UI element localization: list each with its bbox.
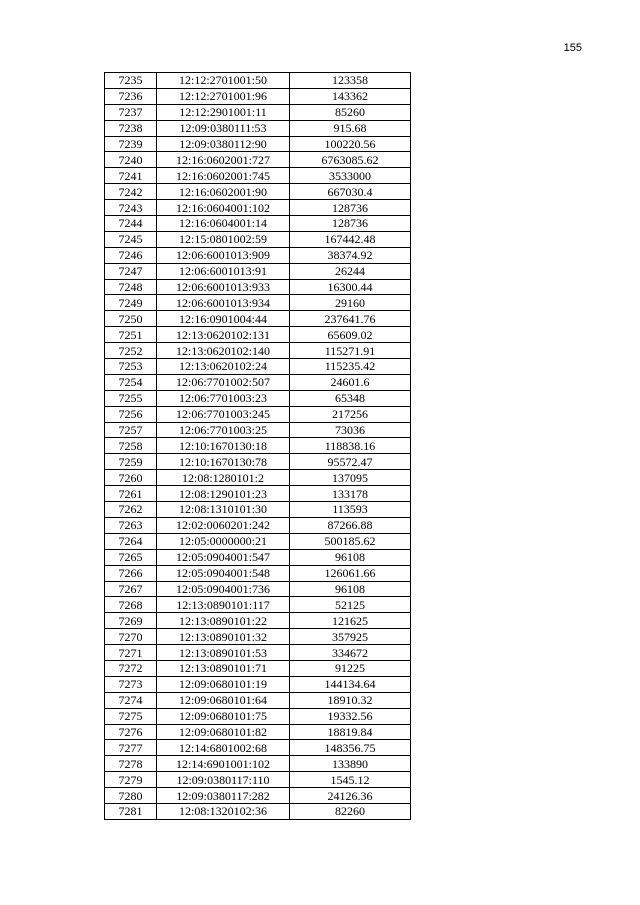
cadastral-number-cell: 12:16:0604001:102 [157,200,290,216]
table-row [105,359,411,375]
cadastral-number-cell: 12:13:0890101:22 [157,613,290,629]
row-number-cell: 7255 [105,390,157,406]
cadastral-number-cell: 12:05:0904001:736 [157,581,290,597]
cadastral-number-cell: 12:16:0604001:14 [157,216,290,232]
cadastral-number-cell: 12:08:1310101:30 [157,502,290,518]
table-row [105,422,411,438]
row-number-cell: 7249 [105,295,157,311]
cadastral-number-cell: 12:09:0380117:282 [157,788,290,804]
value-cell: 667030.4 [290,184,411,200]
table-row [105,454,411,470]
value-cell: 123358 [290,73,411,89]
value-cell: 115271.91 [290,343,411,359]
row-number-cell: 7238 [105,120,157,136]
page-number: 155 [563,42,582,54]
value-cell: 29160 [290,295,411,311]
cadastral-number-cell: 12:14:6801002:68 [157,740,290,756]
value-cell: 118838.16 [290,438,411,454]
value-cell: 1545.12 [290,772,411,788]
cadastral-number-cell: 12:13:0890101:53 [157,645,290,661]
cadastral-number-cell: 12:09:0380117:110 [157,772,290,788]
table-row [105,200,411,216]
value-cell: 357925 [290,629,411,645]
cadastral-number-cell: 12:09:0380112:90 [157,136,290,152]
cadastral-number-cell: 12:08:1280101:2 [157,470,290,486]
cadastral-number-cell: 12:16:0602001:90 [157,184,290,200]
row-number-cell: 7269 [105,613,157,629]
row-number-cell: 7235 [105,73,157,89]
table-row [105,136,411,152]
row-number-cell: 7258 [105,438,157,454]
value-cell: 128736 [290,216,411,232]
data-table [104,72,411,820]
row-number-cell: 7237 [105,104,157,120]
cadastral-number-cell: 12:08:1320102:36 [157,803,290,819]
value-cell: 18819.84 [290,724,411,740]
row-number-cell: 7262 [105,502,157,518]
row-number-cell: 7278 [105,756,157,772]
row-number-cell: 7246 [105,247,157,263]
row-number-cell: 7281 [105,803,157,819]
cadastral-number-cell: 12:10:1670130:18 [157,438,290,454]
value-cell: 121625 [290,613,411,629]
table-row [105,216,411,232]
cadastral-number-cell: 12:06:6001013:933 [157,279,290,295]
row-number-cell: 7245 [105,231,157,247]
row-number-cell: 7273 [105,676,157,692]
table-row [105,295,411,311]
table-row [105,613,411,629]
row-number-cell: 7254 [105,374,157,390]
table-row [105,803,411,819]
table-row [105,517,411,533]
row-number-cell: 7251 [105,327,157,343]
row-number-cell: 7239 [105,136,157,152]
table-row [105,279,411,295]
row-number-cell: 7268 [105,597,157,613]
table-row [105,152,411,168]
value-cell: 115235.42 [290,359,411,375]
table-row [105,645,411,661]
cadastral-number-cell: 12:10:1670130:78 [157,454,290,470]
value-cell: 87266.88 [290,517,411,533]
cadastral-number-cell: 12:05:0000000:21 [157,533,290,549]
table-row [105,581,411,597]
table-row [105,438,411,454]
row-number-cell: 7271 [105,645,157,661]
cadastral-number-cell: 12:13:0620102:140 [157,343,290,359]
cadastral-number-cell: 12:06:7701003:25 [157,422,290,438]
value-cell: 85260 [290,104,411,120]
value-cell: 113593 [290,502,411,518]
cadastral-number-cell: 12:13:0890101:71 [157,660,290,676]
cadastral-number-cell: 12:15:0801002:59 [157,231,290,247]
row-number-cell: 7240 [105,152,157,168]
row-number-cell: 7266 [105,565,157,581]
row-number-cell: 7274 [105,692,157,708]
cadastral-number-cell: 12:13:0620102:131 [157,327,290,343]
row-number-cell: 7252 [105,343,157,359]
row-number-cell: 7264 [105,533,157,549]
value-cell: 334672 [290,645,411,661]
row-number-cell: 7256 [105,406,157,422]
table-row [105,343,411,359]
row-number-cell: 7263 [105,517,157,533]
table-body [105,73,411,820]
value-cell: 148356.75 [290,740,411,756]
value-cell: 24601.6 [290,374,411,390]
table-row [105,406,411,422]
value-cell: 95572.47 [290,454,411,470]
row-number-cell: 7257 [105,422,157,438]
row-number-cell: 7247 [105,263,157,279]
value-cell: 133890 [290,756,411,772]
value-cell: 100220.56 [290,136,411,152]
value-cell: 82260 [290,803,411,819]
value-cell: 65348 [290,390,411,406]
row-number-cell: 7270 [105,629,157,645]
cadastral-number-cell: 12:13:0890101:32 [157,629,290,645]
row-number-cell: 7250 [105,311,157,327]
row-number-cell: 7253 [105,359,157,375]
cadastral-number-cell: 12:12:2901001:11 [157,104,290,120]
value-cell: 237641.76 [290,311,411,327]
value-cell: 24126.36 [290,788,411,804]
cadastral-number-cell: 12:12:2701001:50 [157,73,290,89]
value-cell: 915.68 [290,120,411,136]
table-row [105,629,411,645]
row-number-cell: 7272 [105,660,157,676]
table-row [105,184,411,200]
table-row [105,772,411,788]
row-number-cell: 7236 [105,88,157,104]
value-cell: 26244 [290,263,411,279]
cadastral-number-cell: 12:06:7701002:507 [157,374,290,390]
cadastral-number-cell: 12:06:6001013:91 [157,263,290,279]
row-number-cell: 7243 [105,200,157,216]
row-number-cell: 7261 [105,486,157,502]
cadastral-number-cell: 12:13:0620102:24 [157,359,290,375]
value-cell: 96108 [290,581,411,597]
value-cell: 91225 [290,660,411,676]
cadastral-number-cell: 12:13:0890101:117 [157,597,290,613]
row-number-cell: 7260 [105,470,157,486]
table-row [105,708,411,724]
row-number-cell: 7280 [105,788,157,804]
row-number-cell: 7277 [105,740,157,756]
cadastral-number-cell: 12:06:6001013:909 [157,247,290,263]
cadastral-number-cell: 12:16:0602001:727 [157,152,290,168]
cadastral-number-cell: 12:09:0680101:19 [157,676,290,692]
value-cell: 500185.62 [290,533,411,549]
table-row [105,502,411,518]
row-number-cell: 7267 [105,581,157,597]
value-cell: 128736 [290,200,411,216]
row-number-cell: 7248 [105,279,157,295]
table-row [105,88,411,104]
table-row [105,756,411,772]
cadastral-number-cell: 12:12:2701001:96 [157,88,290,104]
value-cell: 217256 [290,406,411,422]
value-cell: 38374.92 [290,247,411,263]
cadastral-number-cell: 12:02:0060201:242 [157,517,290,533]
table-row [105,660,411,676]
table-row [105,120,411,136]
cadastral-number-cell: 12:05:0904001:547 [157,549,290,565]
table-row [105,168,411,184]
cadastral-number-cell: 12:16:0602001:745 [157,168,290,184]
row-number-cell: 7275 [105,708,157,724]
row-number-cell: 7279 [105,772,157,788]
table-row [105,311,411,327]
cadastral-number-cell: 12:14:6901001:102 [157,756,290,772]
value-cell: 16300.44 [290,279,411,295]
value-cell: 126061.66 [290,565,411,581]
table-row [105,486,411,502]
table-row [105,263,411,279]
table-row [105,390,411,406]
cadastral-number-cell: 12:16:0901004:44 [157,311,290,327]
table-row [105,724,411,740]
table-row [105,692,411,708]
value-cell: 3533000 [290,168,411,184]
table-row [105,327,411,343]
cadastral-number-cell: 12:09:0680101:64 [157,692,290,708]
value-cell: 6763085.62 [290,152,411,168]
value-cell: 18910.32 [290,692,411,708]
value-cell: 133178 [290,486,411,502]
table-row [105,374,411,390]
table-row [105,565,411,581]
table-row [105,788,411,804]
row-number-cell: 7244 [105,216,157,232]
table-row [105,73,411,89]
table-row [105,549,411,565]
table-row [105,533,411,549]
table-row [105,740,411,756]
row-number-cell: 7242 [105,184,157,200]
value-cell: 96108 [290,549,411,565]
cadastral-number-cell: 12:08:1290101:23 [157,486,290,502]
value-cell: 19332.56 [290,708,411,724]
table-row [105,676,411,692]
cadastral-number-cell: 12:06:7701003:23 [157,390,290,406]
row-number-cell: 7259 [105,454,157,470]
table-row [105,231,411,247]
cadastral-number-cell: 12:06:7701003:245 [157,406,290,422]
value-cell: 137095 [290,470,411,486]
value-cell: 167442.48 [290,231,411,247]
table-row [105,104,411,120]
table-row [105,247,411,263]
cadastral-number-cell: 12:09:0680101:82 [157,724,290,740]
table-row [105,470,411,486]
value-cell: 143362 [290,88,411,104]
cadastral-number-cell: 12:09:0380111:53 [157,120,290,136]
value-cell: 144134.64 [290,676,411,692]
cadastral-number-cell: 12:06:6001013:934 [157,295,290,311]
row-number-cell: 7276 [105,724,157,740]
row-number-cell: 7265 [105,549,157,565]
table-row [105,597,411,613]
cadastral-number-cell: 12:05:0904001:548 [157,565,290,581]
value-cell: 73036 [290,422,411,438]
cadastral-number-cell: 12:09:0680101:75 [157,708,290,724]
value-cell: 52125 [290,597,411,613]
row-number-cell: 7241 [105,168,157,184]
value-cell: 65609.02 [290,327,411,343]
